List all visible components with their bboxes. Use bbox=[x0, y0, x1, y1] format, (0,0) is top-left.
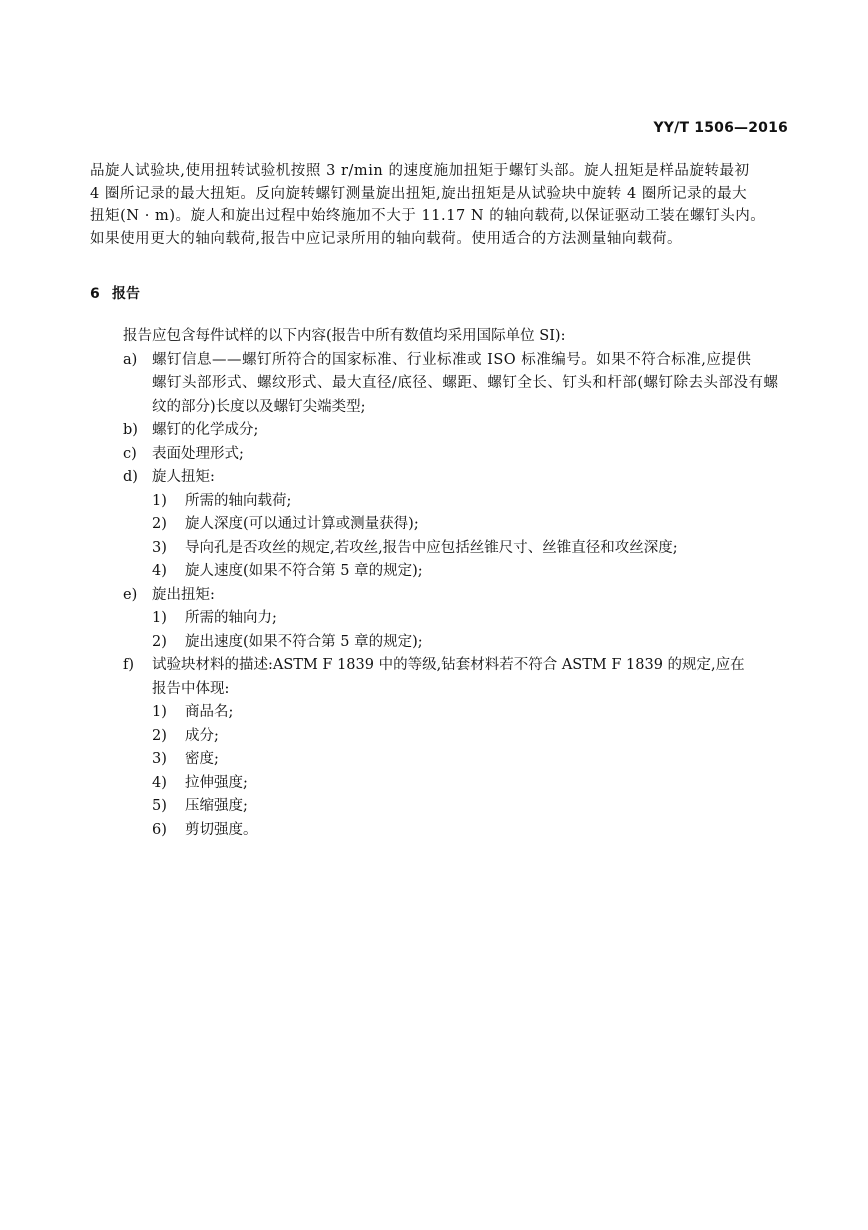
sub-text: 旋人深度(可以通过计算或测量获得); bbox=[185, 516, 419, 532]
sub-text: 拉伸强度; bbox=[185, 774, 248, 791]
sub-item-f3 bbox=[90, 748, 790, 772]
list-marker: d) bbox=[123, 469, 138, 485]
paragraph-line: 扭矩(N · m)。旋人和旋出过程中始终施加不大于 11.17 N 的轴向载荷,以保证驱动工装在螺钉头内。 bbox=[90, 208, 766, 224]
sub-marker: 3) bbox=[152, 539, 167, 556]
sub-marker: 1) bbox=[152, 610, 167, 626]
list-item-a bbox=[90, 349, 790, 373]
sub-item-f4 bbox=[90, 772, 790, 796]
standard-code: YY/T 1506—2016 bbox=[653, 120, 788, 136]
section-heading bbox=[90, 283, 140, 303]
sub-marker: 6) bbox=[152, 821, 167, 838]
sub-text: 剪切强度。 bbox=[185, 821, 258, 838]
sub-item-e2 bbox=[90, 631, 790, 655]
sub-text: 密度; bbox=[185, 751, 219, 767]
paragraph-line: 品旋人试验块,使用扭转试验机按照 3 r/min 的速度施加扭矩于螺钉头部。旋人扭矩是样品旋转最初 bbox=[90, 163, 750, 179]
sub-text: 导向孔是否攻丝的规定,若攻丝,报告中应包括丝锥尺寸、丝锥直径和攻丝深度; bbox=[185, 539, 678, 556]
list-text: 螺钉信息——螺钉所符合的国家标准、行业标准或 ISO 标准编号。如果不符合标准,应提供 bbox=[152, 351, 752, 368]
sub-item-d4 bbox=[90, 560, 790, 584]
report-intro: 报告应包含每件试样的以下内容(报告中所有数值均采用国际单位 SI): bbox=[123, 328, 566, 344]
paragraph-line: 如果使用更大的轴向载荷,报告中应记录所用的轴向载荷。使用适合的方法测量轴向载荷。 bbox=[90, 230, 683, 247]
report-contents bbox=[90, 325, 790, 842]
sub-item-d3 bbox=[90, 537, 790, 561]
list-item-d bbox=[90, 466, 790, 490]
list-text-continued: 螺钉头部形式、螺纹形式、最大直径/底径、螺距、螺钉全长、钉头和杆部(螺钉除去头部没有螺 bbox=[152, 375, 779, 391]
sub-marker: 3) bbox=[152, 751, 167, 767]
list-marker: b) bbox=[123, 422, 138, 438]
sub-marker: 2) bbox=[152, 516, 167, 532]
sub-marker: 2) bbox=[152, 633, 167, 650]
section-number: 6 bbox=[90, 286, 100, 302]
sub-text: 旋出速度(如果不符合第 5 章的规定); bbox=[185, 633, 423, 650]
list-text: 试验块材料的描述:ASTM F 1839 中的等级,钻套材料若不符合 ASTM F 1839 的规定,应在 bbox=[152, 657, 745, 673]
sub-text: 旋人速度(如果不符合第 5 章的规定); bbox=[185, 563, 423, 579]
list-text-continued: 报告中体现: bbox=[152, 680, 230, 697]
sub-item-f1 bbox=[90, 701, 790, 725]
sub-text: 商品名; bbox=[185, 704, 234, 720]
sub-text: 压缩强度; bbox=[185, 798, 248, 814]
list-marker: c) bbox=[123, 445, 137, 462]
sub-item-f6 bbox=[90, 819, 790, 843]
test-method-paragraph bbox=[90, 160, 790, 250]
sub-marker: 1) bbox=[152, 704, 167, 720]
list-item-e bbox=[90, 584, 790, 608]
sub-text: 所需的轴向载荷; bbox=[185, 492, 292, 509]
list-text: 表面处理形式; bbox=[152, 445, 244, 462]
sub-marker: 5) bbox=[152, 798, 167, 814]
sub-marker: 4) bbox=[152, 774, 167, 791]
sub-item-e1 bbox=[90, 607, 790, 631]
sub-text: 成分; bbox=[185, 727, 219, 744]
list-text-continued: 纹的部分)长度以及螺钉尖端类型; bbox=[152, 398, 366, 415]
paragraph-line: 4 圈所记录的最大扭矩。反向旋转螺钉测量旋出扭矩,旋出扭矩是从试验块中旋转 4 圈所记录的最大 bbox=[90, 185, 748, 202]
sub-item-f2 bbox=[90, 725, 790, 749]
list-item-f bbox=[90, 654, 790, 678]
sub-marker: 2) bbox=[152, 727, 167, 744]
list-text: 旋出扭矩: bbox=[152, 586, 215, 603]
sub-marker: 1) bbox=[152, 492, 167, 509]
list-text: 螺钉的化学成分; bbox=[152, 422, 259, 438]
list-marker: a) bbox=[123, 351, 138, 368]
list-marker: f) bbox=[123, 657, 135, 673]
list-item-c bbox=[90, 443, 790, 467]
sub-item-d1 bbox=[90, 490, 790, 514]
sub-text: 所需的轴向力; bbox=[185, 610, 277, 626]
list-item-b bbox=[90, 419, 790, 443]
sub-item-d2 bbox=[90, 513, 790, 537]
list-text: 旋人扭矩: bbox=[152, 469, 215, 485]
sub-item-f5 bbox=[90, 795, 790, 819]
section-title: 报告 bbox=[112, 286, 140, 302]
sub-marker: 4) bbox=[152, 563, 167, 579]
list-marker: e) bbox=[123, 586, 138, 603]
